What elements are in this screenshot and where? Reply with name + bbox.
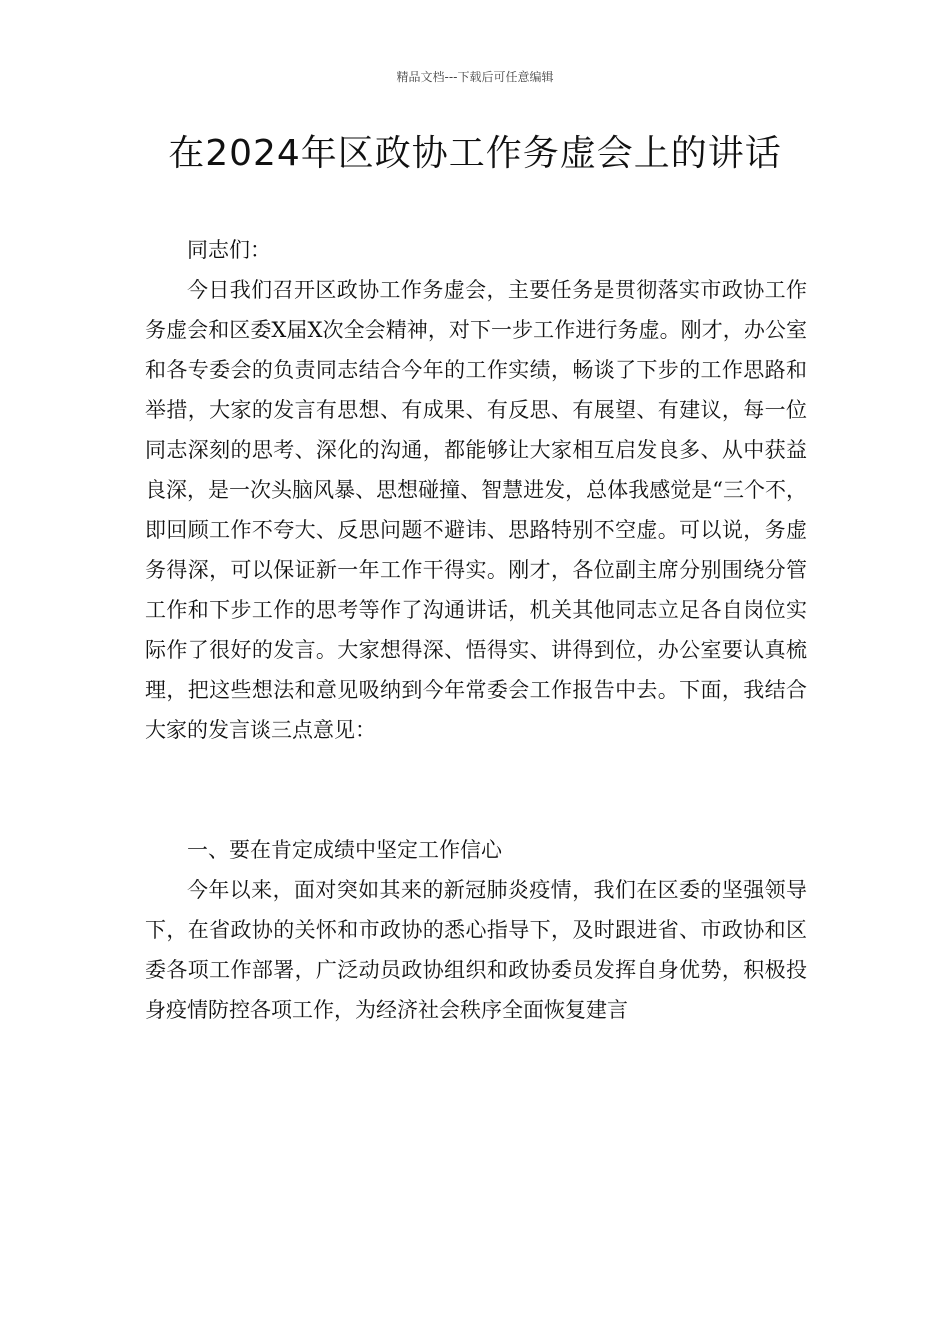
salutation: 同志们： bbox=[187, 238, 271, 262]
page-header-note: 精品文档---下载后可任意编辑 bbox=[396, 70, 554, 84]
section-paragraph: 今年以来，面对突如其来的新冠肺炎疫情，我们在区委的坚强领导下，在省政协的关怀和市政协的悉心指导下，及时跟进省、市政协和区委各项工作部署，广泛动员政协组织和政协委员发挥自身优势，积极投身疫情防控各项工作，为经济社会秩序全面恢复建言 bbox=[145, 878, 807, 1022]
section-heading: 一、要在肯定成绩中坚定工作信心 bbox=[187, 838, 502, 862]
document-body bbox=[145, 230, 807, 1030]
opening-paragraph: 今日我们召开区政协工作务虚会，主要任务是贯彻落实市政协工作务虚会和区委Ⅹ届Ⅹ次全会精神，对下一步工作进行务虚。刚才，办公室和各专委会的负责同志结合今年的工作实绩，畅谈了下步的工作思路和举措，大家的发言有思想、有成果、有反思、有展望、有建议，每一位同志深刻的思考、深化的沟通，都能够让大家相互启发良多、从中获益良深，是一次头脑风暴、思想碰撞、智慧进发，总体我感觉是“三个不，即回顾工作不夸大、反思问题不避讳、思路特别不空虚。可以说，务虚务得深，可以保证新一年工作干得实。刚才，各位副主席分别围绕分管工作和下步工作的思考等作了沟通讲话，机关其他同志立足各自岗位实际作了很好的发言。大家想得深、悟得实、讲得到位，办公室要认真梳理，把这些想法和意见吸纳到今年常委会工作报告中去。下面，我结合大家的发言谈三点意见： bbox=[145, 278, 807, 742]
document-title: 在2024年区政协工作务虚会上的讲话 bbox=[168, 133, 782, 174]
section-spacer bbox=[145, 750, 807, 830]
